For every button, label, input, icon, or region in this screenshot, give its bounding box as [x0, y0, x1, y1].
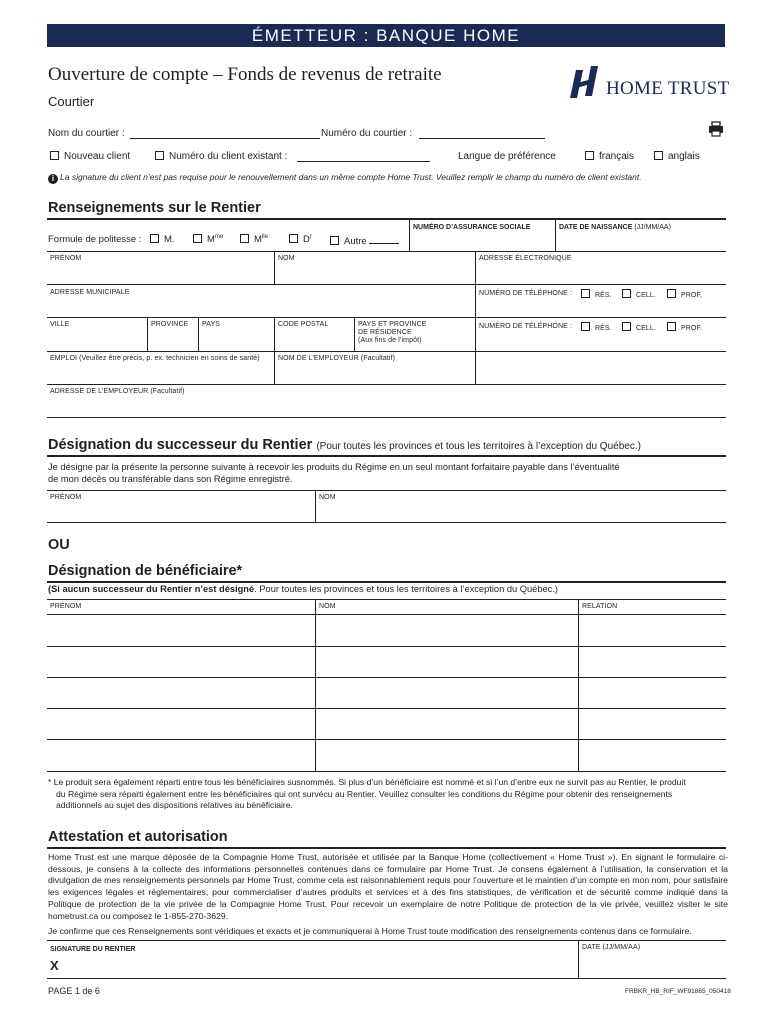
beneficiary-sub-rest: . Pour toutes les provinces et tous les territoires à l’exception du Québec.)	[254, 584, 559, 594]
employer-label: NOM DE L’EMPLOYEUR (Facultatif)	[278, 355, 396, 362]
broker-name-label: Nom du courtier :	[48, 128, 125, 139]
job-label: EMPLOI (Veuillez être précis, p. ex. technicien en soins de santé)	[50, 355, 260, 362]
grid-line	[47, 940, 726, 941]
dob-format: (JJ/MM/AA)	[634, 224, 671, 231]
language-fr-option[interactable]	[585, 151, 634, 162]
successor-text-2: de mon décès ou transférable dans son Régime enregistré.	[48, 474, 293, 484]
footnote-line-1: * Le produit sera également réparti entre tous les bénéficiaires susnommés. Si plus d’un bénéficiaire est nommé et si l’un d’entre eux ne survit pas au Rentier, le produit	[48, 777, 686, 787]
signature-label: SIGNATURE DU RENTIER	[50, 946, 136, 953]
phone1-res-checkbox[interactable]	[581, 289, 590, 298]
phone2-cell[interactable]	[622, 322, 656, 332]
salutation-dr-checkbox[interactable]	[289, 234, 298, 243]
salutation-m[interactable]	[150, 234, 175, 245]
grid-line	[555, 220, 556, 251]
grid-line	[47, 317, 726, 318]
residence-label-2: DE RÉSIDENCE	[358, 329, 412, 336]
salutation-dr[interactable]	[289, 234, 312, 245]
grid-line	[47, 677, 726, 678]
language-label: Langue de préférence	[458, 151, 556, 162]
beneficiary-footnote	[48, 777, 686, 812]
province-label: PROVINCE	[151, 321, 189, 328]
salutation-other-label: Autre	[344, 236, 367, 247]
attestation-confirmation: Je confirme que ces Renseignements sont véridiques et exacts et je communiquerai à Home Trust toute modification des renseignements contenus dans ce formulaire.	[48, 926, 692, 936]
grid-line	[354, 317, 355, 351]
city-label: VILLE	[50, 321, 70, 328]
grid-line	[47, 599, 726, 600]
phone2-res[interactable]	[581, 322, 612, 332]
grid-line	[47, 284, 726, 285]
renewal-note	[48, 172, 642, 184]
phone1-prof[interactable]	[667, 289, 702, 299]
last-name-label: NOM	[278, 255, 295, 262]
language-en-checkbox[interactable]	[654, 151, 663, 160]
phone2-res-checkbox[interactable]	[581, 322, 590, 331]
broker-name-field[interactable]	[130, 138, 320, 139]
salutation-other-checkbox[interactable]	[330, 236, 339, 245]
grid-line	[578, 599, 579, 771]
grid-line	[198, 317, 199, 351]
grid-line	[409, 220, 410, 251]
residence-label-3: (Aux fins de l’impôt)	[358, 337, 422, 344]
grid-line	[47, 708, 726, 709]
grid-line	[47, 384, 726, 385]
phone1-prof-label: PROF.	[681, 292, 703, 299]
date-field[interactable]	[579, 956, 726, 978]
beneficiary-relation-label: RELATION	[582, 603, 618, 610]
home-trust-logo-mark-icon	[568, 66, 602, 102]
grid-line	[147, 317, 148, 351]
salutation-m-label: M.	[164, 234, 175, 245]
new-client-option[interactable]	[50, 151, 130, 162]
email-label: ADRESSE ÉLECTRONIQUE	[479, 255, 572, 262]
phone-label-2: NUMÉRO DE TÉLÉPHONE :	[479, 323, 572, 330]
form-title: Ouverture de compte – Fonds de revenus de retraite	[48, 64, 442, 85]
salutation-mlle-checkbox[interactable]	[240, 234, 249, 243]
signature-x-mark: X	[50, 958, 59, 973]
salutation-dr-sup: r	[309, 234, 312, 240]
renewal-note-text: La signature du client n’est pas requise pour le renouvellement dans un même compte Home Trust. Veuillez remplir le champ du numéro de client existant.	[60, 172, 642, 182]
grid-line	[315, 490, 316, 522]
residence-label-1: PAYS ET PROVINCE	[358, 321, 427, 328]
attestation-rule	[47, 847, 726, 849]
salutation-m-checkbox[interactable]	[150, 234, 159, 243]
successor-last-name-label: NOM	[319, 494, 336, 501]
language-en-label: anglais	[668, 151, 700, 162]
attestation-paragraph: Home Trust est une marque déposée de la Compagnie Home Trust, autorisée et utilisée par la Banque Home (collectivement « Home Trust »). En signant le formulaire ci-dessous, je consens à la collecte des informations personnelles contenues dans ce formulaire par Home Trust. Je consens également à l’utilisation, la conservation et la divulgation de mes renseignements personnels par Home Trust, comme cela est raisonnablement requis pour l’ouverture et le maintien d’un compte en mon nom, pour satisfaire les exigences légales et réglementaires, pour commercialiser d’autres produits et services et à des fins statistiques, de vérification et de sécurité comme indiqué dans la Politique de protection de la vie privée de la Compagnie Home Trust. Pour recevoir un exemplaire de notre Politique de protection de la vie privée, veuillez visiter le site hometrust.ca ou composez le 1-855-270-3629.	[48, 852, 728, 921]
grid-line	[274, 251, 275, 284]
beneficiary-last-name-label: NOM	[319, 603, 336, 610]
salutation-other-field[interactable]	[369, 234, 399, 244]
grid-line	[47, 522, 726, 523]
salutation-other[interactable]	[330, 234, 399, 247]
first-name-label: PRÉNOM	[50, 255, 82, 262]
beneficiary-first-name-label: PRÉNOM	[50, 603, 82, 610]
phone1-cell-label: CELL.	[636, 292, 656, 299]
salutation-mlle-sup: lle	[261, 234, 268, 240]
salutation-mme-sup: me	[214, 234, 224, 240]
phone1-res[interactable]	[581, 289, 612, 299]
salutation-mlle[interactable]	[240, 234, 268, 245]
home-trust-logo	[568, 66, 728, 102]
info-icon: i	[48, 174, 58, 184]
issuer-banner: ÉMETTEUR : BANQUE HOME	[47, 24, 725, 47]
salutation-mlle-label: M	[254, 234, 262, 246]
annuitant-heading: Renseignements sur le Rentier	[48, 200, 261, 216]
form-subtitle: Courtier	[48, 94, 95, 109]
employer-address-label: ADRESSE DE L’EMPLOYEUR (Facultatif)	[50, 388, 185, 395]
sin-label: NUMÉRO D’ASSURANCE SOCIALE	[413, 224, 531, 231]
attestation-heading: Attestation et autorisation	[48, 829, 228, 845]
grid-line	[47, 646, 726, 647]
beneficiary-heading: Désignation de bénéficiaire*	[48, 563, 243, 579]
phone2-cell-checkbox[interactable]	[622, 322, 631, 331]
new-client-label: Nouveau client	[64, 151, 131, 162]
phone-label-1: NUMÉRO DE TÉLÉPHONE :	[479, 290, 572, 297]
postal-code-label: CODE POSTAL	[278, 321, 329, 328]
successor-rule	[47, 455, 726, 457]
successor-heading	[48, 437, 641, 453]
dob-label-text: DATE DE NAISSANCE	[559, 224, 633, 231]
language-en-option[interactable]	[654, 151, 700, 162]
successor-heading-text: Désignation du successeur du Rentier	[48, 437, 313, 453]
beneficiary-subheading	[48, 584, 558, 594]
phone1-cell[interactable]	[622, 289, 656, 299]
logo-wordmark: HOME TRUST	[606, 78, 730, 99]
existing-client-field[interactable]	[297, 161, 430, 162]
salutation-label: Formule de politesse :	[48, 234, 142, 245]
phone1-res-label: RÉS.	[595, 292, 612, 299]
form-code: FRBKR_HB_RIF_WF91865_050418	[625, 988, 731, 995]
existing-client-checkbox[interactable]	[155, 151, 164, 160]
phone1-cell-checkbox[interactable]	[622, 289, 631, 298]
new-client-checkbox[interactable]	[50, 151, 59, 160]
grid-line	[47, 739, 726, 740]
grid-line	[47, 978, 726, 979]
date-label: DATE (JJ/MM/AA)	[582, 944, 641, 951]
salutation-row	[48, 234, 141, 245]
phone2-prof-checkbox[interactable]	[667, 322, 676, 331]
grid-line	[47, 614, 726, 615]
existing-client-option[interactable]	[155, 151, 287, 162]
grid-line	[47, 251, 726, 252]
grid-line	[47, 417, 726, 418]
street-label: ADRESSE MUNICIPALE	[50, 289, 130, 296]
salutation-mme-label: M	[207, 234, 215, 246]
successor-heading-tail: (Pour toutes les provinces et tous les territoires à l’exception du Québec.)	[316, 441, 641, 452]
phone1-prof-checkbox[interactable]	[667, 289, 676, 298]
broker-number-field[interactable]	[419, 138, 545, 139]
phone2-res-label: RÉS.	[595, 325, 612, 332]
beneficiary-rule	[47, 581, 726, 583]
dob-label	[559, 224, 671, 231]
successor-text-1: Je désigne par la présente la personne suivante à recevoir les produits du Régime en un seul montant forfaitaire payable dans l’éventualité	[48, 462, 620, 472]
successor-text	[48, 461, 728, 485]
phone2-prof[interactable]	[667, 322, 702, 332]
printer-icon[interactable]	[708, 121, 724, 142]
phone2-cell-label: CELL.	[636, 325, 656, 332]
page-number: PAGE 1 de 6	[48, 986, 100, 996]
salutation-dr-label: D	[303, 234, 310, 246]
successor-first-name-label: PRÉNOM	[50, 494, 82, 501]
grid-line	[315, 599, 316, 771]
existing-client-label: Numéro du client existant :	[169, 151, 288, 162]
beneficiary-sub-bold: (Si aucun successeur du Rentier n’est désigné	[48, 584, 255, 594]
language-fr-label: français	[599, 151, 635, 162]
grid-line	[47, 351, 726, 352]
grid-line	[47, 490, 726, 491]
grid-line	[47, 771, 726, 772]
salutation-mme[interactable]	[193, 234, 223, 245]
salutation-mme-checkbox[interactable]	[193, 234, 202, 243]
footnote-line-2: du Régime sera réparti également entre les bénéficiaires qui ont survécu au Rentier. Veuillez consulter les conditions du Régime pour obtenir des renseignements	[56, 788, 673, 799]
country-label: PAYS	[202, 321, 221, 328]
footnote-line-3: additionnels au sujet des dispositions relatives au bénéficiaire.	[56, 800, 293, 810]
broker-number-label: Numéro du courtier :	[321, 128, 413, 139]
phone2-prof-label: PROF.	[681, 325, 703, 332]
annuitant-rule	[47, 218, 726, 220]
residence-label	[358, 321, 427, 345]
language-fr-checkbox[interactable]	[585, 151, 594, 160]
signature-field[interactable]	[47, 956, 578, 978]
or-label: OU	[48, 537, 70, 553]
